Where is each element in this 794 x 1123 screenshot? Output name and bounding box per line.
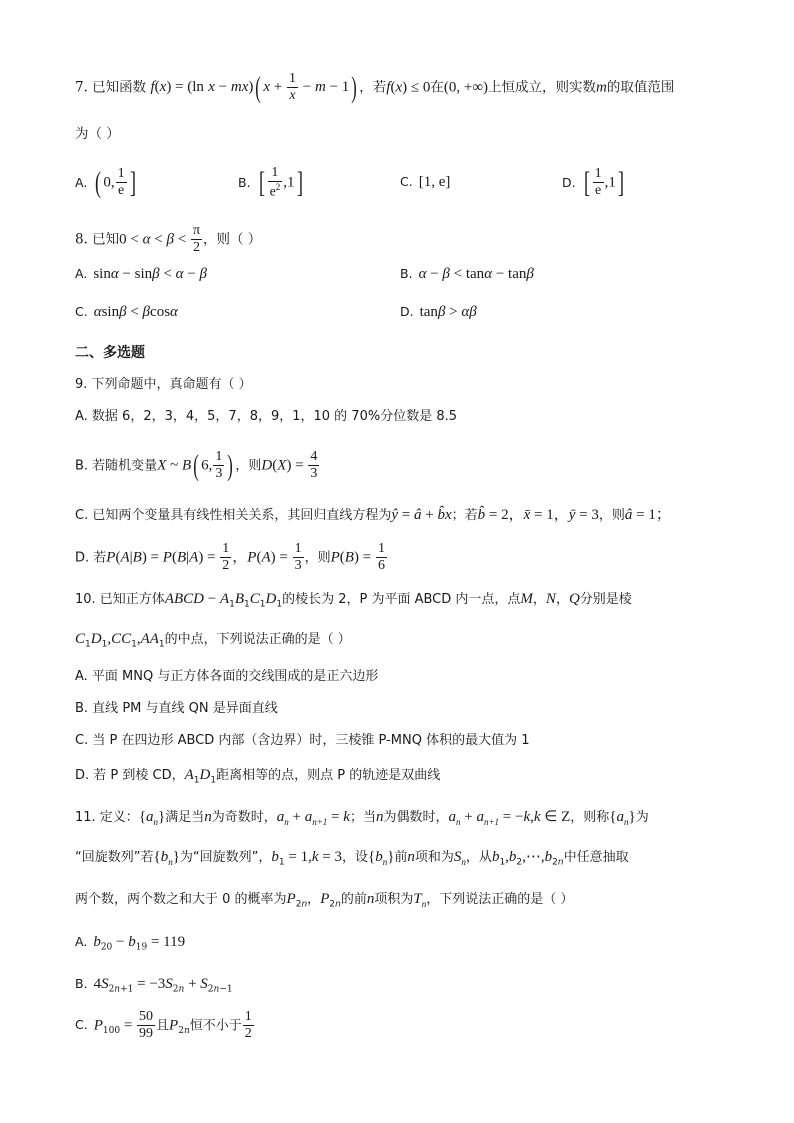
q11-option-b[interactable]: B. $4S_{2n+1} = -3S_{2n} + S_{2n-1}$ (75, 976, 233, 995)
q11-stem-line2: “回旋数列”若$\{b_n\}$为“回旋数列”，$b_1 = 1,k = 3$，设$\{b_n\}$前n项和为$S_n$，从$b_1,b_2,\cdots,b_{2n}$中任意抽取 (75, 849, 629, 868)
q7-stem-cont: 为（ ） (75, 126, 120, 142)
q10-stem-cont: $C_1D_1,CC_1,AA_1$的中点，下列说法正确的是（ ） (75, 631, 351, 650)
q7-function-formula: f(x) = (ln x − mx)( x + $\frac{1}{x}$ − m − 1) (150, 70, 358, 104)
q7-option-b[interactable]: B. [ $\frac{1}{e^2}$ ,1] (238, 165, 303, 200)
q7-option-a[interactable]: A. ( 0, $\frac{1}{e}$ ] (75, 166, 136, 199)
q8-stem: 8. 已知0 < α < β < $\frac{\pi}{2}$ ，则（ ） (75, 223, 262, 255)
section-title: 二、多选题 (75, 345, 145, 361)
q10-option-b[interactable]: B. 直线 PM 与直线 QN 是异面直线 (75, 701, 278, 716)
q7-option-d[interactable]: D. [ $\frac{1}{e}$ ,1] (562, 166, 624, 199)
q8-option-b[interactable]: B. α − β < tanα − tanβ (400, 266, 534, 282)
q10-option-d[interactable]: D. 若 P 到棱 CD，$A_1D_1$距离相等的点，则点 P 的轨迹是双曲线 (75, 767, 441, 786)
q9-stem: 9. 下列命题中，真命题有（ ） (75, 377, 252, 392)
q8-option-c[interactable]: C. αsinβ < βcosα (75, 304, 178, 320)
q7-stem: 7. 已知函数 f(x) = (ln x − mx)( x + $\frac{1}{x}$ − m − 1) ，若f(x) ≤ 0在(0, +∞)上恒成立，则实数m的取值范围 (75, 70, 675, 104)
q11-option-a[interactable]: A. $b_{20} - b_{19} = 119$ (75, 934, 186, 953)
q8-option-d[interactable]: D. tanβ > αβ (400, 304, 477, 320)
q11-stem-line3: 两个数，两个数之和大于 0 的概率为$P_{2n}$，$P_{2n}$的前n项积为$T_n$，下列说法正确的是（ ） (75, 891, 574, 910)
q11-stem: 11. 定义：$\{a_n\}$满足当n为奇数时，$a_n + a_{n+1} = k$；当n为偶数时，$a_n + a_{n+1} = -k,k$ ∈ Z，则称$\{a_n\}$为 (75, 809, 649, 827)
q9-option-a[interactable]: A. 数据 6，2，3，4，5，7，8，9，1，10 的 70%分位数是 8.5 (75, 409, 458, 424)
q10-stem: 10. 已知正方体ABCD − $A_1B_1C_1D_1$的棱长为 2，P 为平面 ABCD 内一点，点M，N，Q分别是棱 (75, 591, 632, 610)
q10-option-c[interactable]: C. 当 P 在四边形 ABCD 内部（含边界）时，三棱锥 P-MNQ 体积的最大值为 1 (75, 733, 530, 748)
q9-option-b[interactable]: B. 若随机变量X ~ B( 6, $\frac{1}{3}$ ) ，则D(X) = $\frac{4}{3}$ (75, 448, 318, 482)
q9-option-c[interactable]: C. 已知两个变量具有线性相关关系，其回归直线方程为ŷ = â + b̂x；若b̂ = 2，x̄ = 1，ȳ = 3，则â = 1； (75, 507, 671, 523)
q9-option-d[interactable]: D. 若P(A|B) = P(B|A) = $\frac{1}{2}$ ，P(A) = $\frac{1}{3}$ ，则P(B) = $\frac{1}{6}$ (75, 541, 385, 573)
q10-option-a[interactable]: A. 平面 MNQ 与正方体各面的交线围成的是正六边形 (75, 669, 379, 684)
q7-option-c[interactable]: C. [1, e] (400, 174, 451, 190)
q8-option-a[interactable]: A. sinα − sinβ < α − β (75, 266, 207, 282)
q11-option-c[interactable]: C. $P_{100}$ = $\frac{50}{99}$ 且$P_{2n}$恒不小于 $\frac{1}{2}$ (75, 1009, 252, 1041)
